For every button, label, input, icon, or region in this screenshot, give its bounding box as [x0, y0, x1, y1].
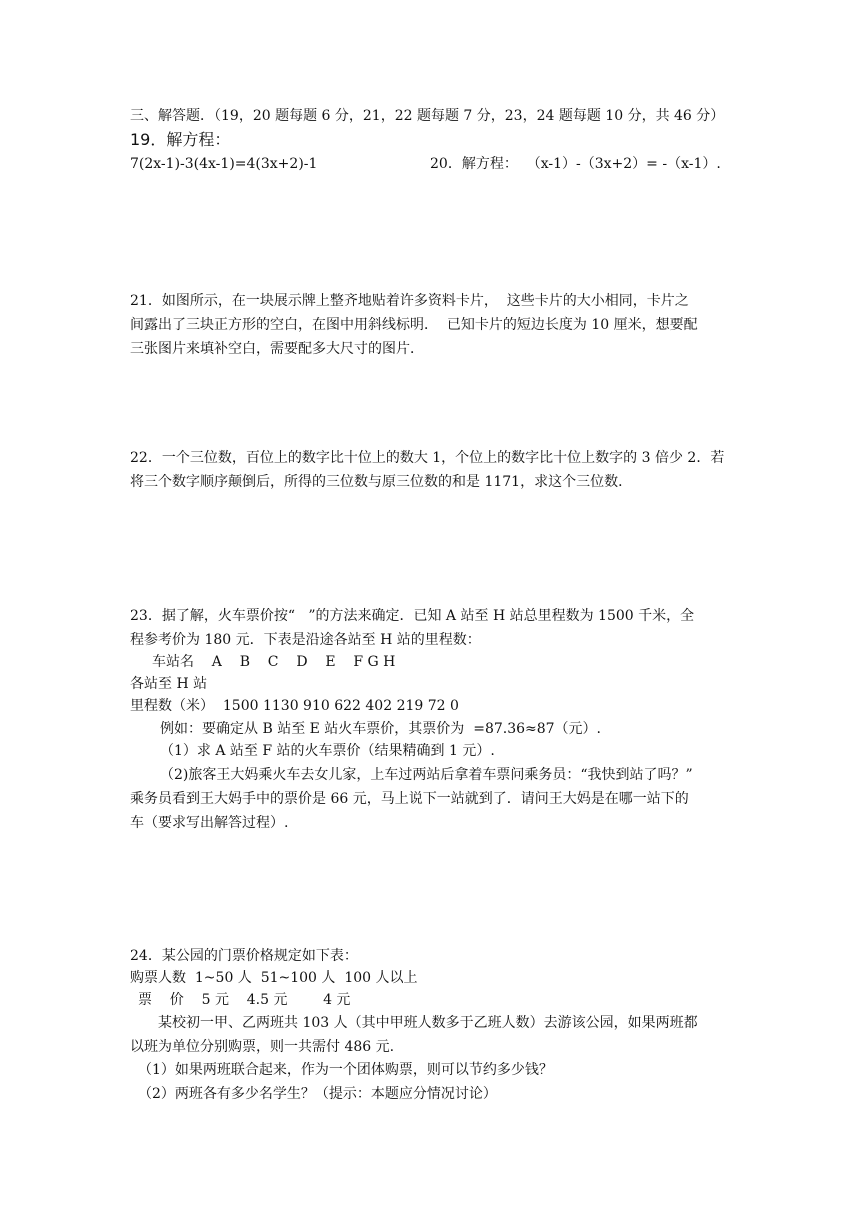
q19-title: 19．解方程： — [130, 130, 231, 149]
q23-table-row-stations: 车站名 A B C D E F G H — [152, 654, 396, 670]
q22-line: 22．一个三位数，百位上的数字比十位上的数大 1，个位上的数字比十位上数字的 3 倍少 2．若 — [130, 450, 725, 466]
q23-example: 例如：要确定从 B 站至 E 站火车票价，其票价为 =87.36≈87（元）. — [160, 721, 602, 737]
q24-table-row-people: 购票人数 1~50 人 51~100 人 100 人以上 — [130, 970, 418, 986]
q23-table-row-label: 各站至 H 站 — [130, 676, 208, 692]
q21-line: 21．如图所示，在一块展示牌上整齐地贴着许多资料卡片， 这些卡片的大小相同，卡片之 — [130, 293, 689, 309]
q24-table-row-price: 票 价 5 元 4.5 元 4 元 — [138, 992, 351, 1008]
q23-line: 程参考价为 180 元．下表是沿途各站至 H 站的里程数： — [130, 632, 481, 648]
q21-line: 三张图片来填补空白，需要配多大尺寸的图片． — [130, 341, 424, 357]
q23-part2-line: 乘务员看到王大妈手中的票价是 66 元，马上说下一站就到了．请问王大妈是在哪一站下的 — [130, 791, 689, 807]
q24-body-line: 以班为单位分别购票，则一共需付 486 元. — [130, 1039, 395, 1055]
section-heading: 三、解答题．（19，20 题每题 6 分，21，22 题每题 7 分，23，24 题每题 10 分，共 46 分） — [130, 108, 725, 124]
q24-part1: （1）如果两班联合起来，作为一个团体购票，则可以节约多少钱？ — [138, 1062, 553, 1078]
q20-text: 20．解方程： （x-1）-（3x+2）= -（x-1）. — [430, 156, 721, 172]
q23-part2-line: 车（要求写出解答过程）. — [130, 815, 289, 831]
q23-part2-line: （2)旅客王大妈乘火车去女儿家，上车过两站后拿着车票问乘务员：“我快到站了吗？” — [160, 767, 693, 783]
q23-line: 23．据了解，火车票价按“ ”的方法来确定．已知 A 站至 H 站总里程数为 1500 千米，全 — [130, 608, 695, 624]
q19-equation: 7(2x-1)-3(4x-1)=4(3x+2)-1 — [130, 156, 318, 172]
q24-part2: （2）两班各有多少名学生？（提示：本题应分情况讨论） — [138, 1086, 497, 1102]
q21-line: 间露出了三块正方形的空白，在图中用斜线标明． 已知卡片的短边长度为 10 厘米，想要配 — [130, 317, 698, 333]
q23-part1: （1）求 A 站至 F 站的火车票价（结果精确到 1 元）. — [160, 743, 495, 759]
q23-table-row-distances: 里程数（米） 1500 1130 910 622 402 219 72 0 — [130, 698, 459, 714]
q22-line: 将三个数字顺序颠倒后，所得的三位数与原三位数的和是 1171，求这个三位数． — [130, 474, 633, 490]
q24-body-line: 某校初一甲、乙两班共 103 人（其中甲班人数多于乙班人数）去游该公园，如果两班都 — [158, 1015, 698, 1031]
q24-title: 24．某公园的门票价格规定如下表： — [130, 948, 358, 964]
